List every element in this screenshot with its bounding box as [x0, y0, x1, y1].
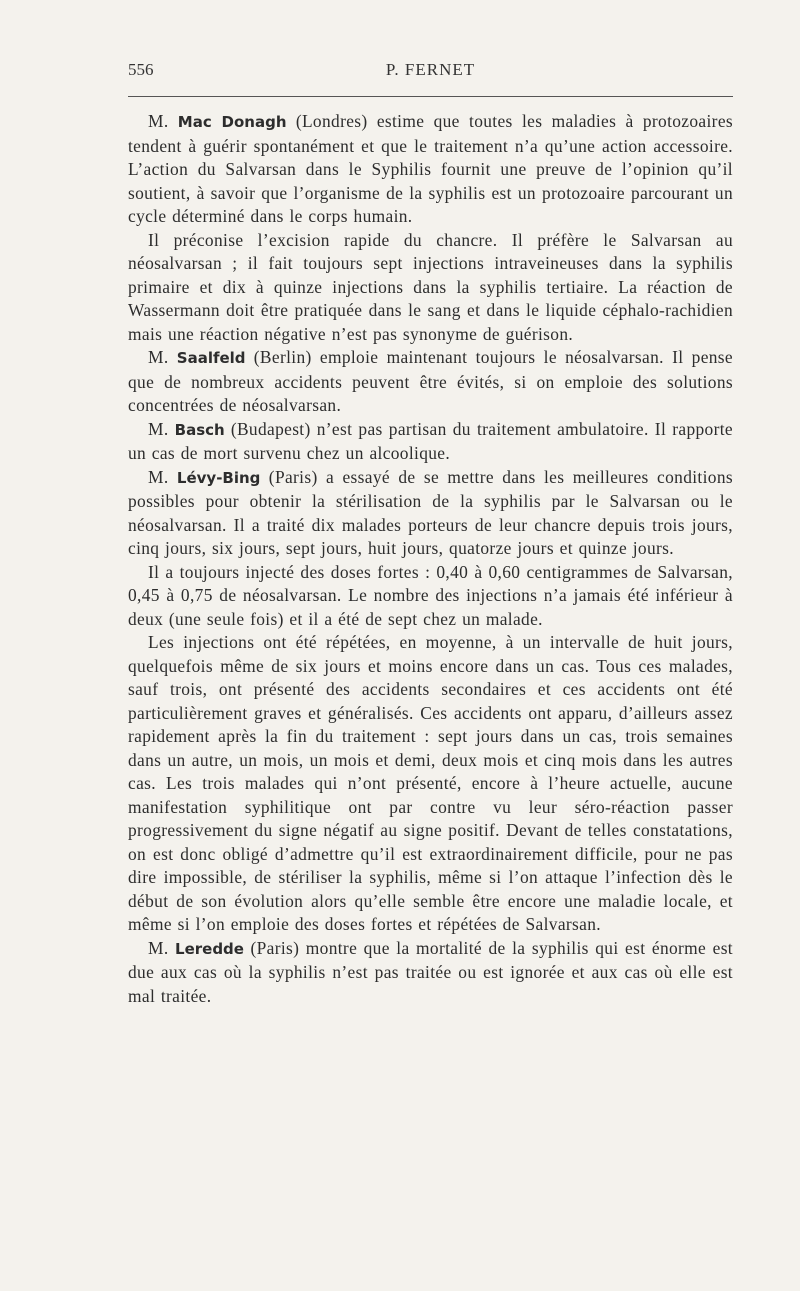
speaker-prefix: M.: [148, 937, 176, 958]
speaker-name: Mac Donagh: [177, 113, 287, 131]
speaker-prefix: M.: [148, 466, 177, 487]
paragraph-injections: [128, 631, 733, 937]
paragraph-text: (Paris) montre que la mortalité de la syphilis qui est énorme est due aux cas où la syphilis n’est pas traitée ou est ignorée et aux cas où elle est mal traitée.: [128, 937, 733, 1006]
page-number: 556: [128, 60, 154, 79]
paragraph-mac-donagh: [128, 110, 733, 229]
page-header: [128, 60, 733, 86]
body-text: [128, 110, 733, 1008]
paragraph-text: Les injections ont été répétées, en moyenne, à un intervalle de huit jours, quelquefois même de six jours et moins encore dans un cas. Tous ces malades, sauf trois, ont présenté des accidents secondaires et ces accidents ont été particulièrement graves et généralisés. Ces accidents ont apparu, d’ailleurs assez rapidement après la fin du traitement : sept jours dans un cas, trois semaines dans un autre, un mois, un mois et demi, deux mois et cinq mois dans les autres cas. Les trois malades qui n’ont présenté, encore à l’heure actuelle, aucune manifestation syphilitique ont par contre vu leur séro-réaction passer progressivement du signe négatif au signe positif. Devant de telles constatations, on est donc obligé d’admettre qu’il est extraordinairement difficile, pour ne pas dire impossible, de stériliser la syphilis, même si l’on attaque l’infection dès le début de son évolution alors qu’elle semble être encore une maladie locale, et même si l’on emploie des doses fortes et répétées de Salvarsan.: [128, 632, 733, 934]
paragraph-text: (Budapest) n’est pas partisan du traitement ambulatoire. Il rapporte un cas de mort survenu chez un alcoolique.: [128, 418, 733, 463]
speaker-name: Leredde: [175, 939, 244, 958]
paragraph-doses: [128, 561, 733, 632]
running-head: P. FERNET: [385, 60, 476, 79]
speaker-prefix: M.: [148, 111, 178, 131]
speaker-name: Saalfeld: [176, 349, 246, 367]
paragraph-text: (Berlin) emploie maintenant toujours le néosalvarsan. Il pense que de nombreux accidents peuvent être évités, si on emploie des solutions concentrées de néosalvarsan.: [128, 347, 733, 415]
paragraph-text: Il préconise l’excision rapide du chancre. Il préfère le Salvarsan au néosalvarsan ; il fait toujours sept injections intraveineuses dans la syphilis primaire et dix à quinze injections dans la syphilis tertiaire. La réaction de Wassermann doit être pratiquée dans le sang et dans le liquide céphalo-rachidien mais une réaction négative n’est pas synonyme de guérison.: [128, 229, 733, 344]
paragraph-leredde: [128, 937, 733, 1009]
paragraph-text: (Paris) a essayé de se mettre dans les meilleures conditions possibles pour obtenir la stérilisation de la syphilis par le Salvarsan ou le néosalvarsan. Il a traité dix malades porteurs de leur chancre depuis trois jours, cinq jours, six jours, sept jours, huit jours, quatorze jours et quinze jours.: [128, 466, 733, 558]
paragraph-levy-bing: [128, 466, 733, 561]
speaker-prefix: M.: [148, 418, 175, 439]
header-rule: [128, 96, 733, 97]
paragraph-text: (Londres) estime que toutes les maladies à protozoaires tendent à guérir spontanément et que le traitement n’a qu’une action accessoire. L’action du Salvarsan dans le Syphilis fournit une preuve de l’opinion qu’il soutient, à savoir que l’organisme de la syphilis est un protozoaire parcourant un cycle déterminé dans le corps humain.: [128, 111, 733, 226]
paragraph-basch: [128, 418, 733, 466]
paragraph-saalfeld: [128, 346, 733, 418]
speaker-name: Basch: [174, 420, 225, 439]
speaker-name: Lévy-Bing: [176, 468, 261, 487]
paragraph-text: Il a toujours injecté des doses fortes : 0,40 à 0,60 centigrammes de Salvarsan, 0,45 à 0,75 de néosalvarsan. Le nombre des injections n’a jamais été inférieur à deux (une seule fois) et il a été de sept chez un malade.: [128, 561, 733, 629]
paragraph-excision: [128, 229, 733, 347]
speaker-prefix: M.: [148, 347, 177, 367]
